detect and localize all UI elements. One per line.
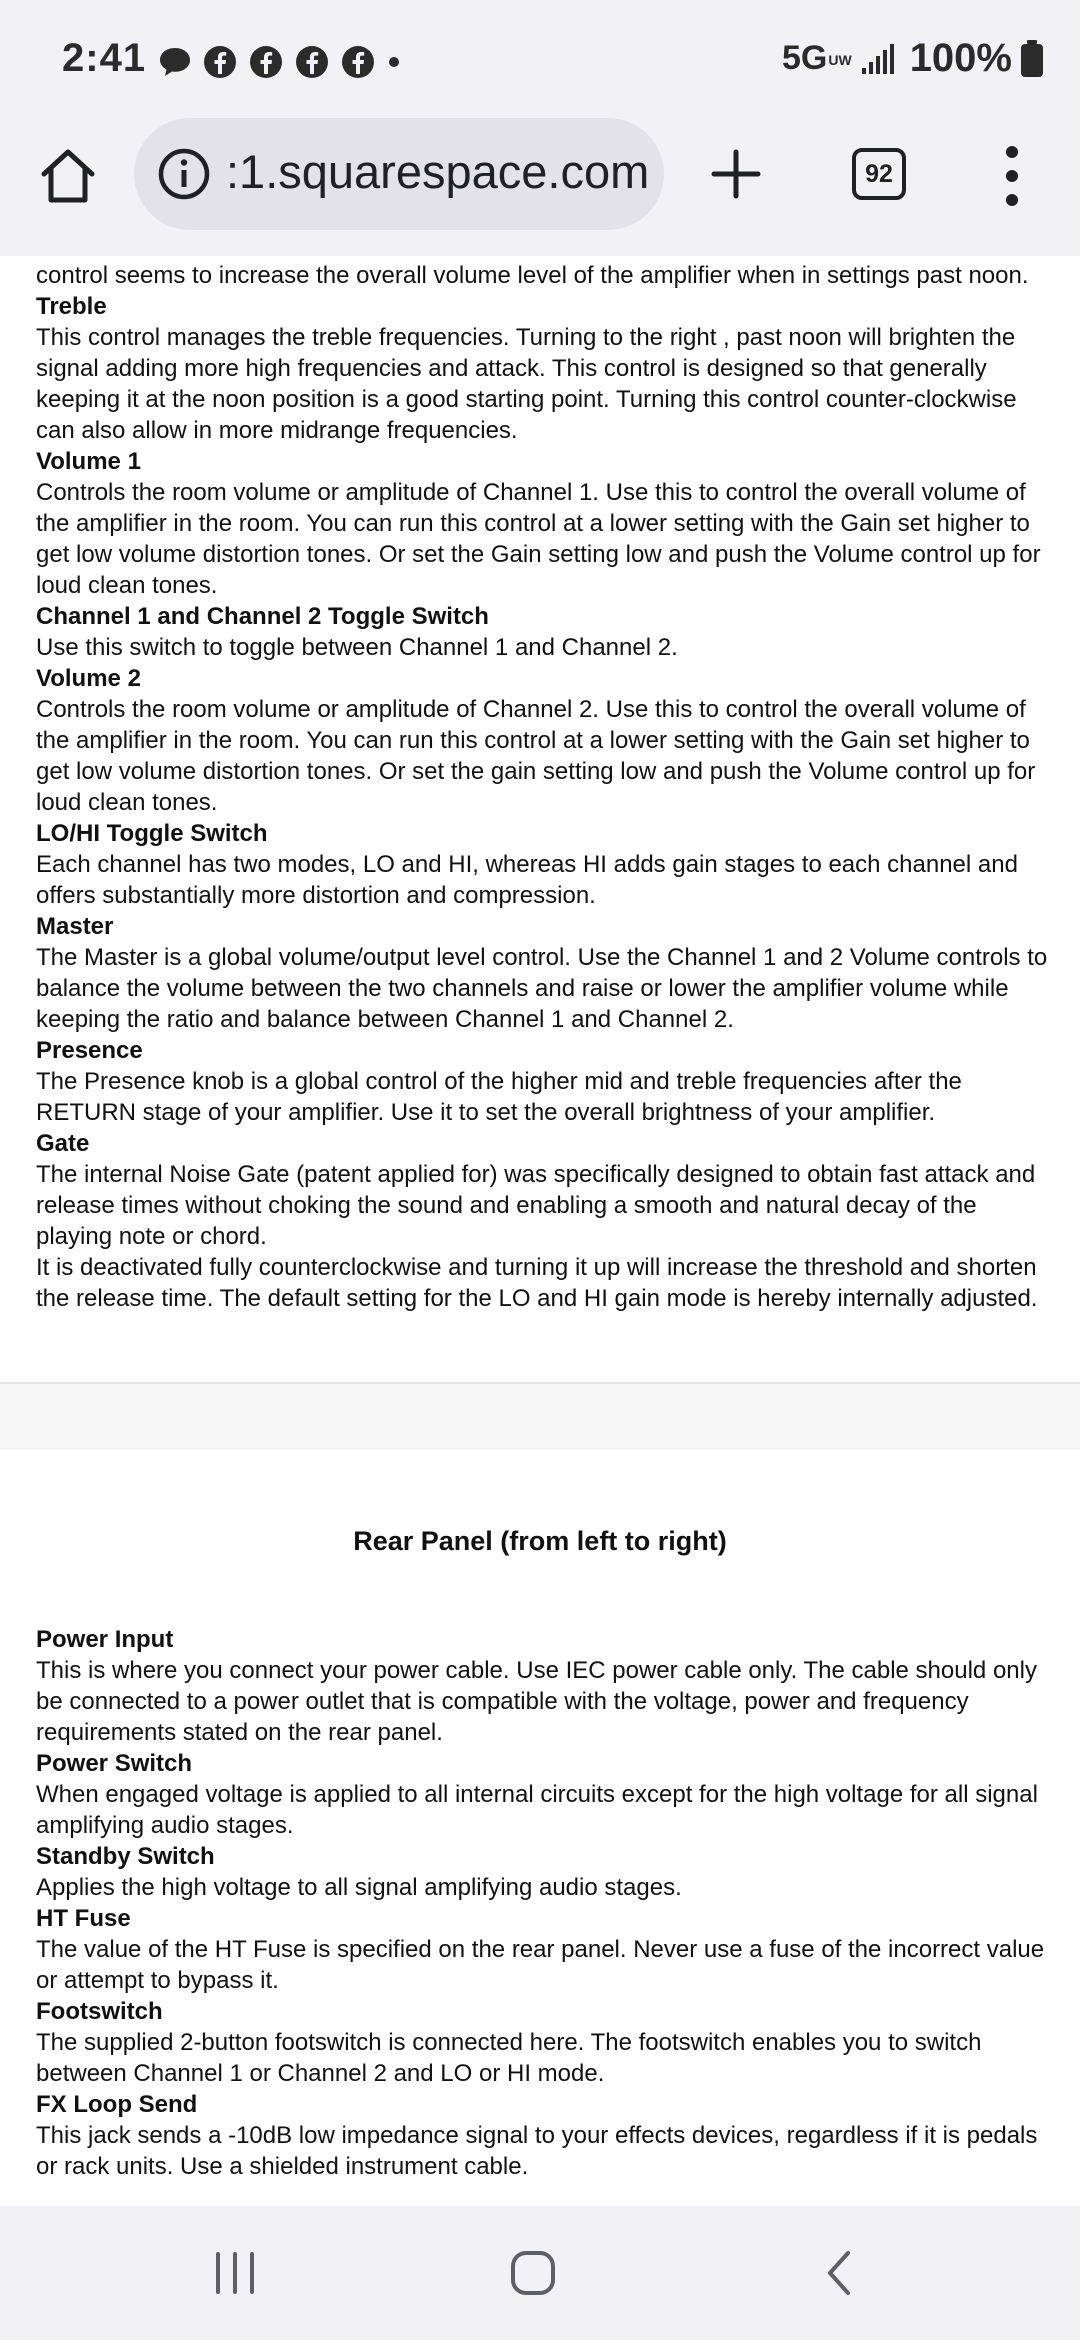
network-label [782, 39, 852, 78]
section-heading: Treble [36, 293, 107, 320]
paragraph-text: The internal Noise Gate (patent applied for) was specifically designed to obtain fast attack and release times without choking the sound and enabling a smooth and natural decay of the playing note or chord. [36, 1161, 1036, 1250]
menu-kebab-icon[interactable] [990, 140, 1034, 212]
home-nav-icon[interactable] [508, 2248, 558, 2298]
facebook-icon [202, 44, 238, 80]
paragraph-text: Controls the room volume or amplitude of Channel 2. Use this to control the overall volume of the amplifier in the room. You can run this control at a lower setting with the Gain set higher to get low volume distortion tones. Or set the gain setting low and push the Volume control up for loud clean tones. [36, 696, 1036, 816]
paragraph-text: The Presence knob is a global control of the higher mid and treble frequencies after the RETURN stage of your amplifier. Use it to set the overall brightness of your amplifier. [36, 1068, 962, 1126]
section-heading: Presence [36, 1037, 143, 1064]
system-nav-bar [0, 2206, 1080, 2340]
network-sub: UW [828, 52, 852, 69]
paragraph-text: The Master is a global volume/output level control. Use the Channel 1 and 2 Volume controls to balance the volume between the two channels and raise or lower the amplifier volume while keeping the ratio and balance between Channel 1 and Channel 2. [36, 944, 1048, 1033]
paragraph-text: This control manages the treble frequencies. Turning to the right , past noon will brighten the signal adding more high frequencies and attack. This control is designed so that generally keeping it at the noon position is a good starting point. Turning this control counter-clockwise can also allow in more midrange frequencies. [36, 324, 1017, 444]
battery-icon [1020, 40, 1044, 78]
paragraph-text: The supplied 2-button footswitch is connected here. The footswitch enables you to switch between Channel 1 or Channel 2 and LO or HI mode. [36, 2029, 982, 2087]
battery-percent: 100% [909, 36, 1012, 80]
section-heading: HT Fuse [36, 1905, 131, 1932]
paragraph-text: The value of the HT Fuse is specified on the rear panel. Never use a fuse of the incorrect value or attempt to bypass it. [36, 1936, 1045, 1994]
status-right [782, 36, 1044, 81]
section-heading: FX Loop Send [36, 2091, 198, 2118]
signal-icon [860, 42, 894, 76]
home-icon[interactable] [36, 144, 100, 208]
page-content[interactable] [0, 256, 1080, 2206]
new-tab-plus-icon[interactable] [706, 144, 766, 204]
section-heading: Footswitch [36, 1998, 163, 2025]
paragraph-text: It is deactivated fully counterclockwise and turning it up will increase the threshold and shorten the release time. The default setting for the LO and HI gain mode is hereby internally adjusted. [36, 1254, 1038, 1312]
section-heading: LO/HI Toggle Switch [36, 820, 268, 847]
section-heading: Master [36, 913, 114, 940]
paragraph-text: This jack sends a -10dB low impedance signal to your effects devices, regardless if it is pedals or rack units. Use a shielded instrument cable. [36, 2122, 1038, 2180]
section-heading: Power Input [36, 1626, 174, 1653]
facebook-icon [248, 44, 284, 80]
section-heading: Gate [36, 1130, 90, 1157]
browser-toolbar [0, 118, 1080, 258]
rear-panel-title: Rear Panel (from left to right) [353, 1526, 727, 1556]
notification-icons [158, 44, 402, 80]
paragraph-text: Applies the high voltage to all signal amplifying audio stages. [36, 1874, 682, 1901]
status-bar [0, 0, 1080, 118]
rear-panel-section [36, 1624, 1056, 2182]
url-text[interactable]: :1.squarespace.com [226, 145, 650, 198]
section-heading: Channel 1 and Channel 2 Toggle Switch [36, 603, 489, 630]
paragraph-text: Each channel has two modes, LO and HI, whereas HI adds gain stages to each channel and offers substantially more distortion and compression. [36, 851, 1018, 909]
status-time: 2:41 [62, 36, 147, 80]
tab-switcher-button[interactable]: 92 [852, 148, 906, 200]
paragraph-text: Use this switch to toggle between Channel 1 and Channel 2. [36, 634, 678, 661]
section-divider-band [0, 1382, 1080, 1449]
paragraph-text: This is where you connect your power cable. Use IEC power cable only. The cable should only be connected to a power outlet that is compatible with the voltage, power and frequency requirements stated on the rear panel. [36, 1657, 1037, 1746]
section-heading: Standby Switch [36, 1843, 215, 1870]
facebook-icon [340, 44, 376, 80]
facebook-icon [294, 44, 330, 80]
paragraph-text: When engaged voltage is applied to all internal circuits except for the high voltage for all signal amplifying audio stages. [36, 1781, 1038, 1839]
network-type: 5G [782, 39, 828, 77]
info-icon[interactable] [156, 146, 212, 202]
paragraph-text: Controls the room volume or amplitude of Channel 1. Use this to control the overall volume of the amplifier in the room. You can run this control at a lower setting with the Gain set higher to get low volume distortion tones. Or set the Gain setting low and push the Volume control up for loud clean tones. [36, 479, 1041, 599]
chat-bubble-icon [158, 46, 192, 78]
dot-icon [386, 54, 402, 70]
address-bar[interactable] [134, 118, 664, 230]
front-panel-section [36, 260, 1056, 1314]
paragraph-text: control seems to increase the overall volume level of the amplifier when in settings past noon. [36, 262, 1029, 289]
section-heading: Volume 1 [36, 448, 141, 475]
recent-apps-icon[interactable] [212, 2250, 258, 2296]
back-icon[interactable] [822, 2248, 856, 2298]
section-heading: Power Switch [36, 1750, 193, 1777]
section-heading: Volume 2 [36, 665, 141, 692]
